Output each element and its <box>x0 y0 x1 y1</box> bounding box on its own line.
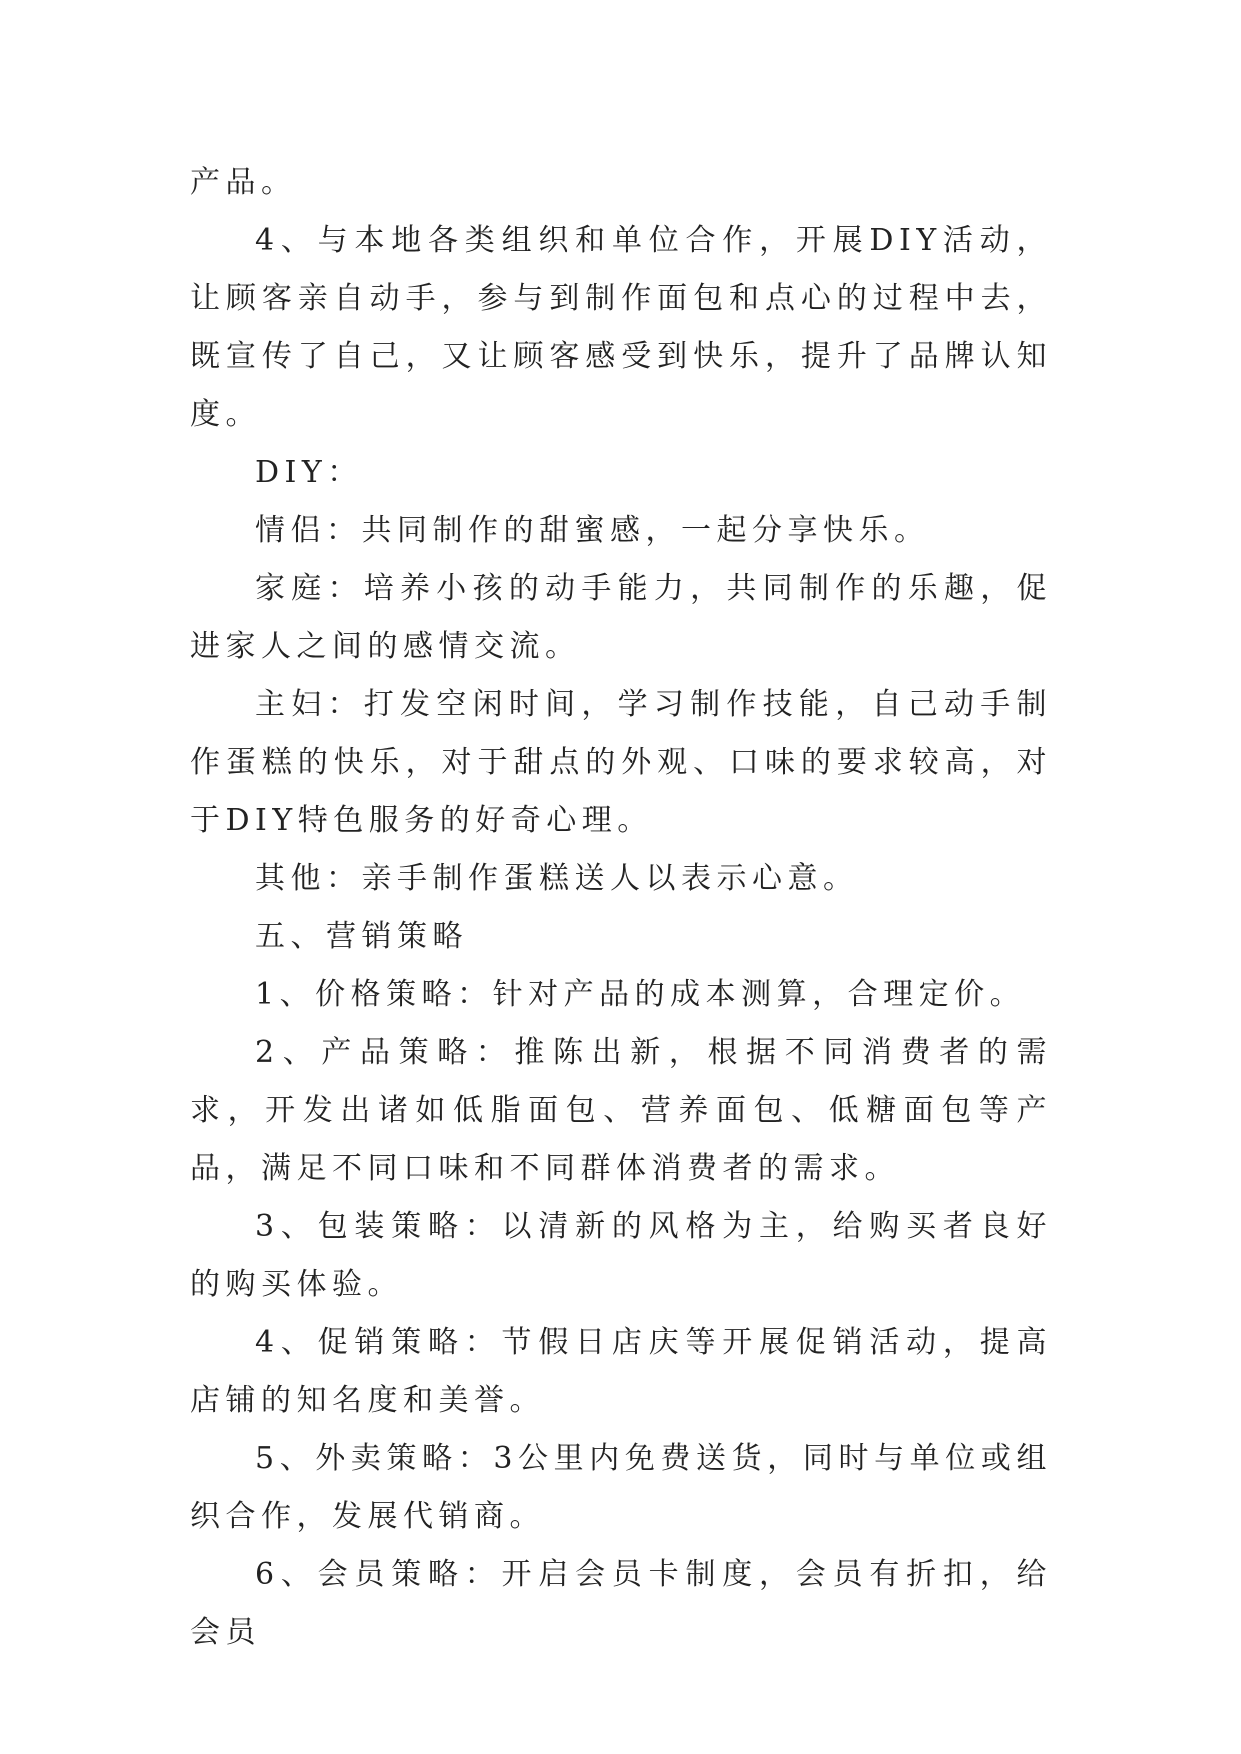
paragraph-others: 其他：亲手制作蛋糕送人以表示心意。 <box>255 861 859 896</box>
paragraph-diy-heading: DIY： <box>255 455 363 490</box>
paragraph-housewife: 主妇：打发空闲时间，学习制作技能，自己动手制作蛋糕的快乐，对于甜点的外观、口味的要求较高，对于DIY特色服务的好奇心理。 <box>190 687 1052 838</box>
paragraph-diy-cooperation: 4、与本地各类组织和单位合作，开展DIY活动，让顾客亲自动手，参与到制作面包和点心的过程中去，既宣传了自己，又让顾客感受到快乐，提升了品牌认知度。 <box>190 223 1052 432</box>
paragraph-product-strategy: 2、产品策略：推陈出新，根据不同消费者的需求，开发出诸如低脂面包、营养面包、低糖面包等产品，满足不同口味和不同群体消费者的需求。 <box>190 1035 1052 1186</box>
document-body <box>190 154 1052 1662</box>
paragraph-family: 家庭：培养小孩的动手能力，共同制作的乐趣，促进家人之间的感情交流。 <box>190 571 1052 664</box>
paragraph-delivery-strategy: 5、外卖策略：3公里内免费送货，同时与单位或组织合作，发展代销商。 <box>190 1441 1052 1534</box>
paragraph-couples: 情侣：共同制作的甜蜜感，一起分享快乐。 <box>255 513 930 548</box>
paragraph-promotion-strategy: 4、促销策略：节假日店庆等开展促销活动，提高店铺的知名度和美誉。 <box>190 1325 1052 1418</box>
paragraph-price-strategy: 1、价格策略：针对产品的成本测算，合理定价。 <box>255 977 1026 1012</box>
paragraph-continuation: 产品。 <box>190 165 297 200</box>
section-heading-marketing: 五、营销策略 <box>255 919 468 954</box>
paragraph-membership-strategy: 6、会员策略：开启会员卡制度，会员有折扣，给会员 <box>190 1557 1052 1650</box>
paragraph-packaging-strategy: 3、包装策略：以清新的风格为主，给购买者良好的购买体验。 <box>190 1209 1052 1302</box>
